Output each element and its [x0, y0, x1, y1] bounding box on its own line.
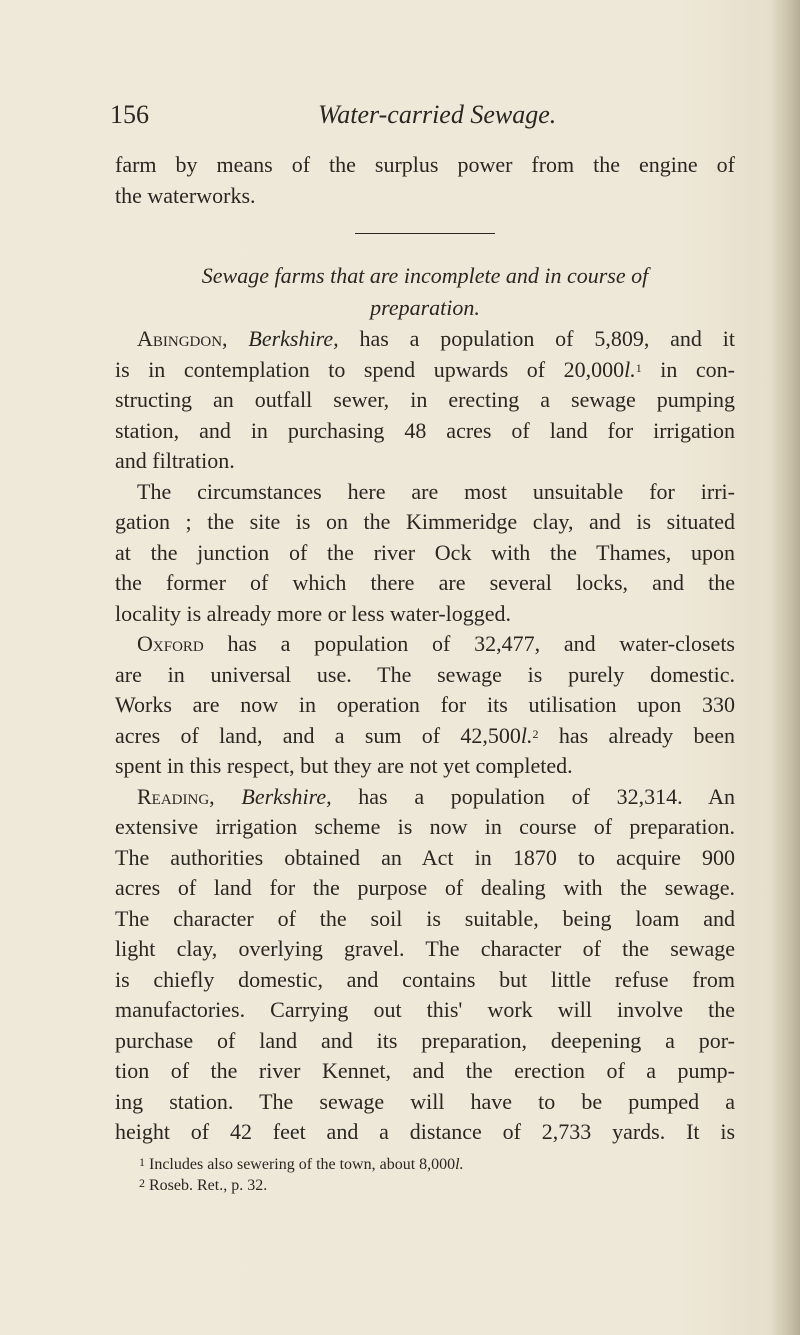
pound-sign: l. — [520, 722, 533, 748]
footnote-ref: 2 — [532, 726, 539, 741]
text-line: tion of the river Kennet, and the erection of a pump- — [115, 1058, 735, 1083]
text-line: locality is already more or less water-logged. — [115, 600, 512, 626]
text-run: has a population of 32,477, and water-closets — [203, 631, 735, 656]
text-line — [115, 324, 735, 355]
footnote-mark: 1 — [139, 1154, 145, 1169]
text-line: gation ; the site is on the Kimmeridge clay, and is situated — [115, 509, 735, 534]
text-line: is chiefly domestic, and contains but little refuse from — [115, 966, 735, 992]
text-run: has a population of 32,314. An — [331, 783, 735, 809]
text-line: manufactories. Carrying out this' work will involve the — [115, 997, 735, 1022]
footnote-text: Includes also sewering of the town, about 8,000 — [145, 1155, 456, 1173]
section-heading-line: Sewage farms that are incomplete and in course of — [201, 263, 649, 288]
text-run: acres of land, and a sum of 42,500 — [115, 722, 521, 748]
text-line: structing an outfall sewer, in erecting a sewage pumping — [115, 387, 735, 412]
county-name: Berkshire, — [248, 326, 339, 351]
footnote — [115, 1175, 735, 1196]
text-line — [115, 782, 735, 813]
text-line: station, and in purchasing 48 acres of land for irrigation — [115, 417, 735, 443]
text-line: Works are now in operation for its utilisation upon 330 — [115, 692, 735, 717]
text-run: has already been — [538, 722, 735, 748]
paragraph-abingdon — [115, 324, 735, 629]
text-run: in con- — [641, 356, 736, 382]
text-line: light clay, overlying gravel. The character of the sewage — [115, 936, 735, 961]
text-run: is in contemplation to spend upwards of 20,000 — [115, 356, 625, 382]
text-line: are in universal use. The sewage is purely domestic. — [115, 661, 735, 687]
text-line: the waterworks. — [115, 182, 256, 208]
footnote — [115, 1154, 735, 1175]
text-line: acres of land for the purpose of dealing with the sewage. — [115, 875, 735, 900]
pound-sign: l. — [624, 356, 636, 382]
text-run: has a population of 5,809, and it — [338, 326, 735, 351]
text-line: ing station. The sewage will have to be pumped a — [115, 1088, 735, 1114]
section-heading-line: preparation. — [370, 295, 480, 320]
county-name: Berkshire, — [241, 783, 332, 809]
text-line: spent in this respect, but they are not yet completed. — [115, 753, 573, 778]
page-edge-shadow — [770, 0, 800, 1335]
text-line: The authorities obtained an Act in 1870 to acquire 900 — [115, 844, 735, 870]
text-line: purchase of land and its preparation, deepening a por- — [115, 1027, 735, 1053]
body-text — [115, 150, 735, 1196]
running-title: Water-carried Sewage. — [318, 100, 557, 129]
pound-sign: l. — [455, 1155, 464, 1173]
text-line: height of 42 feet and a distance of 2,733 yards. It is — [115, 1119, 735, 1144]
text-line — [115, 355, 735, 386]
page-number: 156 — [110, 100, 149, 129]
footnotes — [115, 1154, 735, 1196]
text-line: The circumstances here are most unsuitable for irri- — [137, 478, 735, 504]
text-line — [115, 629, 735, 660]
text-line: at the junction of the river Ock with the Thames, upon — [115, 539, 735, 565]
section-rule — [355, 233, 495, 234]
paragraph-reading — [115, 782, 735, 1148]
text-line: the former of which there are several locks, and the — [115, 570, 735, 595]
paragraph-oxford — [115, 629, 735, 782]
section-heading — [115, 260, 735, 324]
text-line — [115, 721, 735, 752]
text-line: farm by means of the surplus power from the engine of — [115, 152, 735, 177]
place-name: Reading, — [137, 783, 215, 809]
text-line: and filtration. — [115, 448, 235, 473]
footnote-ref: 1 — [635, 360, 642, 375]
footnote-mark: 2 — [139, 1175, 145, 1190]
page-header — [110, 100, 580, 136]
text-line: The character of the soil is suitable, being loam and — [115, 905, 735, 931]
footnote-text: Roseb. Ret., p. 32. — [145, 1176, 268, 1194]
text-line: extensive irrigation scheme is now in course of preparation. — [115, 814, 735, 839]
place-name: Oxford — [137, 631, 204, 656]
place-name: Abingdon, — [137, 326, 228, 351]
